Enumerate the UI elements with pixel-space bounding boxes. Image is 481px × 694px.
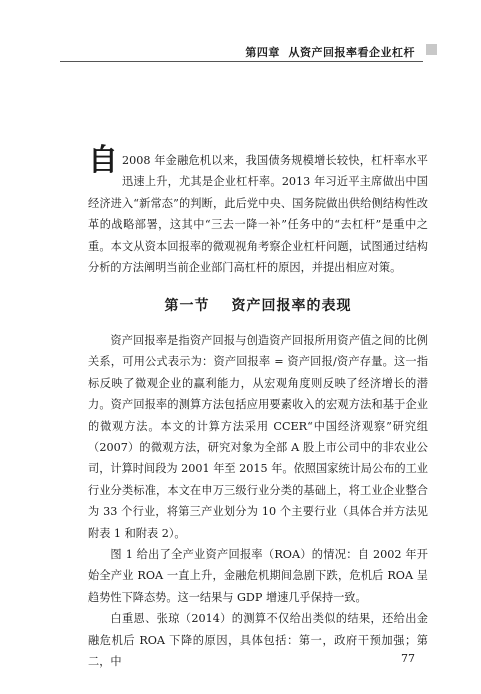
header-title xyxy=(245,44,415,60)
running-header xyxy=(60,40,423,62)
intro-section xyxy=(88,143,428,278)
page-number: 77 xyxy=(401,652,415,665)
body-paragraph-2: 图 1 给出了全产业资产回报率（ROA）的情况：自 2002 年开始全产业 ROA 一直上升，金融危机期间急剧下跌，危机后 ROA 呈趋势性下降态势。这一结果与 GDP 增速几乎保持一致。 xyxy=(88,548,428,604)
body-text xyxy=(88,330,428,673)
body-paragraph-1: 资产回报率是指资产回报与创造资产回报所用资产值之间的比例关系，可用公式表示为：资产回报率 = 资产回报/资产存量。这一指标反映了微观企业的赢利能力，从宏观角度则反映了经济增长的潜力。资产回报率的测算方法包括应用要素收入的宏观方法和基于企业的微观方法。本文的计算方法采用 CCER“中国经济观察”研究组（2007）的微观方法，研究对象为全部 A 股上市公司中的非农业公司，计算时间段为 2001 年至 2015 年。依照国家统计局公布的工业行业分类标准，本文在申万三级行业分类的基础上，将工业企业整合为 33 个行业，将第三产业划分为 10 个主要行业（具体合并方法见附表 1 和附表 2）。 xyxy=(88,334,428,540)
body-paragraph-3: 白重恩、张琼（2014）的测算不仅给出类似的结果，还给出金融危机后 ROA 下降的原因，具体包括：第一，政府干预加强；第二，中 xyxy=(88,612,428,669)
intro-paragraph xyxy=(88,143,428,278)
drop-cap: 自 xyxy=(88,143,118,178)
header-chapter: 第四章 xyxy=(245,46,280,59)
section-heading xyxy=(88,295,428,315)
intro-text: 2008 年金融危机以来，我国债务规模增长较快，杠杆率水平迅速上升，尤其是企业杠杆率。2013 年习近平主席做出中国经济进入“新常态”的判断，此后党中央、国务院做出供给侧结构性改革的战略部署，这其中“三去一降一补”任务中的“去杠杆”是重中之重。本文从资本回报率的微观视角考察企业杠杆问题，试图通过结构分析的方法阐明当前企业部门高杠杆的原因，并提出相应对策。 xyxy=(88,154,428,275)
header-chapter-title: 从资产回报率看企业杠杆 xyxy=(288,46,415,59)
header-rule xyxy=(60,61,423,63)
header-square-icon xyxy=(426,44,437,55)
section-title: 资产回报率的表现 xyxy=(231,298,352,314)
section-number: 第一节 xyxy=(164,298,210,314)
